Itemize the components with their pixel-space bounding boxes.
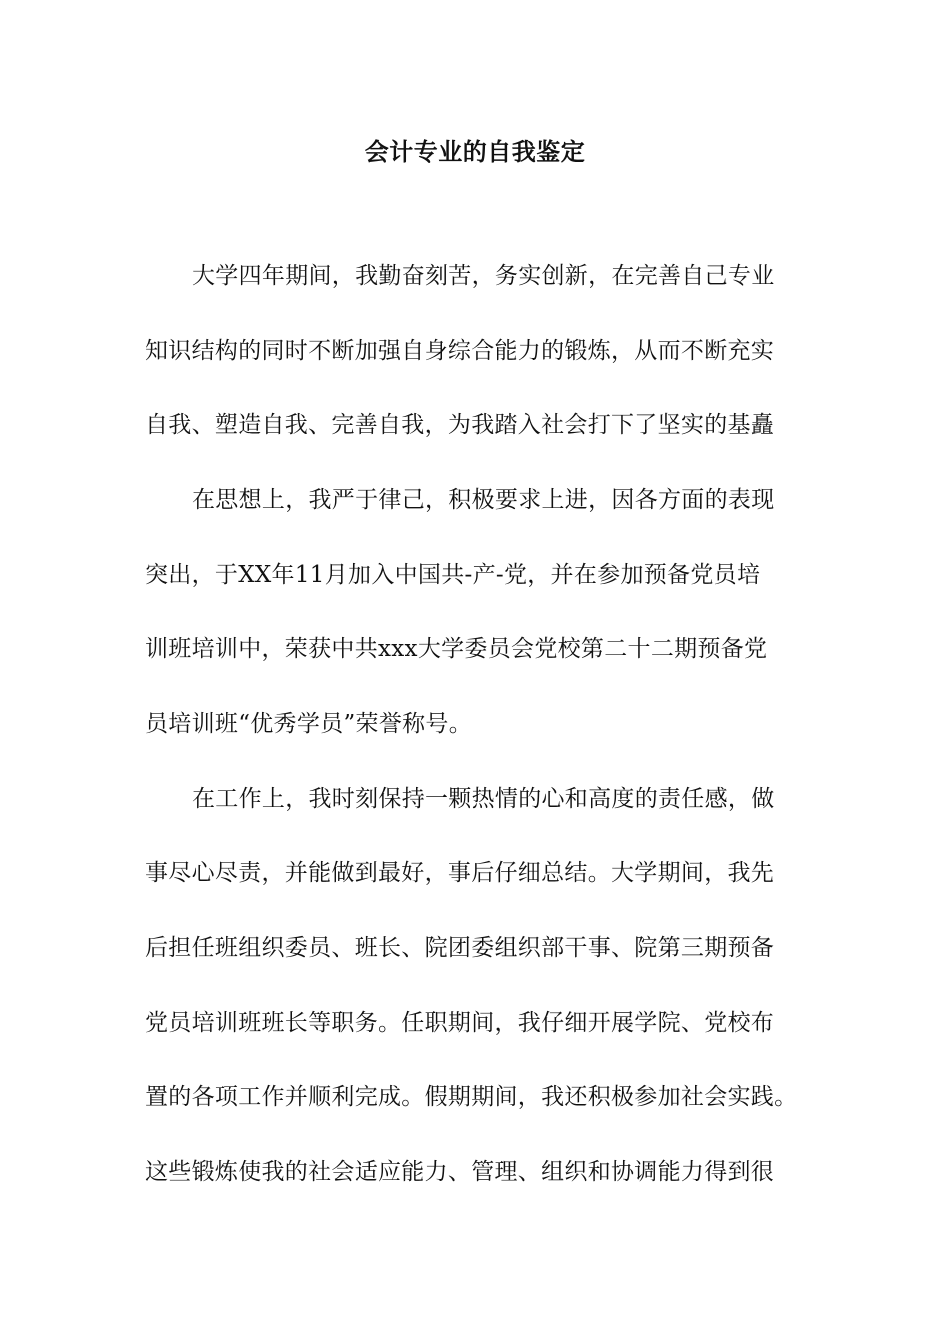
paragraph-2-line-3: 训班培训中，荣获中共xxx大学委员会党校第二十二期预备党 [145, 636, 768, 662]
paragraph-3-line-4: 党员培训班班长等职务。任职期间，我仔细开展学院、党校布 [145, 1010, 775, 1036]
document-title: 会计专业的自我鉴定 [364, 138, 586, 166]
paragraph-2-line-1: 在思想上，我严于律己，积极要求上进，因各方面的表现 [192, 487, 775, 513]
paragraph-3-line-2: 事尽心尽责，并能做到最好，事后仔细总结。大学期间，我先 [145, 860, 775, 886]
paragraph-3-line-6: 这些锻炼使我的社会适应能力、管理、组织和协调能力得到很 [145, 1159, 775, 1185]
paragraph-1-line-1: 大学四年期间，我勤奋刻苦，务实创新，在完善自己专业 [192, 263, 775, 289]
paragraph-3-line-5: 置的各项工作并顺利完成。假期期间，我还积极参加社会实践。 [145, 1084, 798, 1110]
paragraph-1-line-2: 知识结构的同时不断加强自身综合能力的锻炼，从而不断充实 [145, 338, 775, 364]
paragraph-3-line-1: 在工作上，我时刻保持一颗热情的心和高度的责任感，做 [192, 786, 775, 812]
paragraph-2-line-4: 员培训班“优秀学员”荣誉称号。 [145, 711, 473, 737]
paragraph-2-line-2: 突出，于XX年11月加入中国共-产-党，并在参加预备党员培 [145, 562, 761, 588]
paragraph-3-line-3: 后担任班组织委员、班长、院团委组织部干事、院第三期预备 [145, 935, 775, 961]
paragraph-1-line-3: 自我、塑造自我、完善自我，为我踏入社会打下了坚实的基矗 [145, 412, 775, 438]
